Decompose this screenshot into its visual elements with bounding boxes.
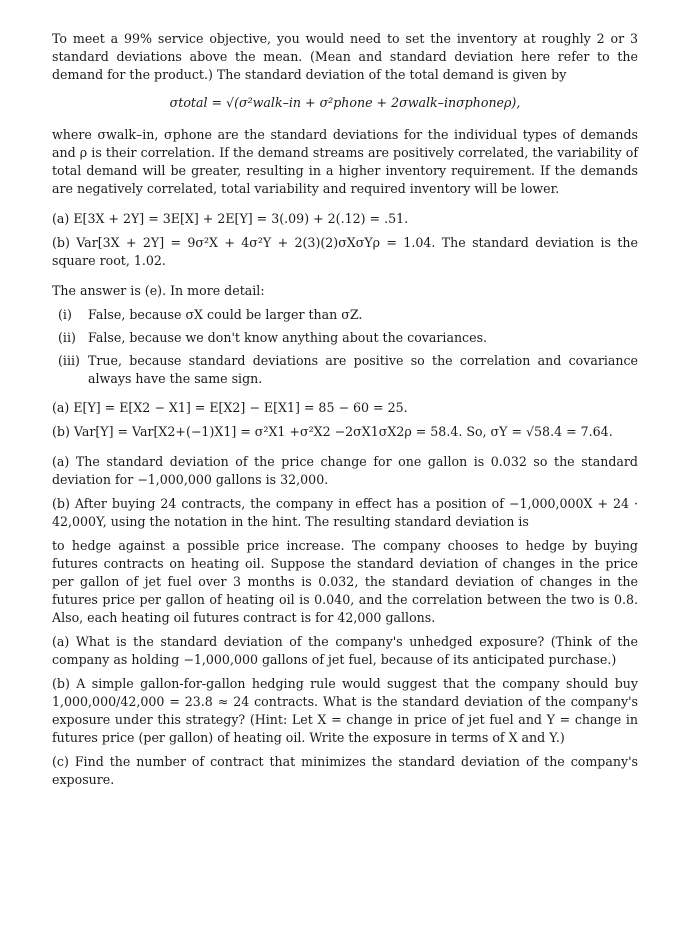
answer-item bbox=[52, 352, 638, 388]
answer-item-number: (i) bbox=[58, 307, 72, 322]
correlation-explanation: where σwalk–in, σphone are the standard deviations for the individual types of demands and ρ is their correlation. If the demand streams are positively correlated, the variability of total demand will be greater, resulting in a higher inventory requirement. If the demands are negatively correlated, total variability and required inventory will be lower. bbox=[52, 127, 638, 196]
problem-body: to hedge against a possible price increase. The company chooses to hedge by buying futures contracts on heating oil. Suppose the standard deviation of changes in the price per gallon of jet fuel over 3 months is 0.032, the standard deviation of changes in the futures price per gallon of heating oil is 0.040, and the correlation between the two is 0.8. Also, each heating oil futures contract is for 42,000 gallons. bbox=[52, 538, 638, 625]
answer-item bbox=[52, 306, 638, 324]
part3-a: (a) The standard deviation of the price change for one gallon is 0.032 so the standard deviation for −1,000,000 gallons is 32,000. bbox=[52, 454, 638, 487]
part1-a: (a) E[3X + 2Y] = 3E[X] + 2E[Y] = 3(.09) + 2(.12) = .51. bbox=[52, 211, 409, 226]
answer-item-number: (ii) bbox=[58, 330, 76, 345]
answer-item bbox=[52, 329, 638, 347]
answer-item-text: True, because standard deviations are positive so the correlation and covariance always have the same sign. bbox=[88, 353, 638, 386]
answer-item-text: False, because we don't know anything about the covariances. bbox=[88, 330, 488, 345]
total-sd-equation: σtotal = √(σ²walk–in + σ²phone + 2σwalk–inσphoneρ), bbox=[169, 95, 521, 110]
answer-item-text: False, because σX could be larger than σZ. bbox=[88, 307, 363, 322]
problem-b: (b) A simple gallon-for-gallon hedging rule would suggest that the company should buy 1,000,000/42,000 = 23.8 ≈ 24 contracts. What is the standard deviation of the company's exposure under this strategy? (Hint: Let X = change in price of jet fuel and Y = change in futures price (per gallon) of heating oil. Write the exposure in terms of X and Y.) bbox=[52, 676, 638, 745]
document-page bbox=[52, 30, 638, 795]
part3-b: (b) After buying 24 contracts, the company in effect has a position of −1,000,000X + 24 · 42,000Y, using the notation in the hint. The resulting standard deviation is bbox=[52, 496, 638, 529]
answer-lead: The answer is (e). In more detail: bbox=[52, 283, 265, 298]
part2-b: (b) Var[Y] = Var[X2+(−1)X1] = σ²X1 +σ²X2 −2σX1σX2ρ = 58.4. So, σY = √58.4 = 7.64. bbox=[52, 424, 613, 439]
part2-a: (a) E[Y] = E[X2 − X1] = E[X2] − E[X1] = 85 − 60 = 25. bbox=[52, 400, 408, 415]
problem-c: (c) Find the number of contract that minimizes the standard deviation of the company's exposure. bbox=[52, 754, 638, 787]
intro-paragraph: To meet a 99% service objective, you would need to set the inventory at roughly 2 or 3 standard deviations above the mean. (Mean and standard deviation here refer to the demand for the product.) The standard deviation of the total demand is given by bbox=[52, 31, 638, 82]
answer-item-number: (iii) bbox=[58, 353, 80, 368]
problem-a: (a) What is the standard deviation of the company's unhedged exposure? (Think of the company as holding −1,000,000 gallons of jet fuel, because of its anticipated purchase.) bbox=[52, 634, 638, 667]
part1-b: (b) Var[3X + 2Y] = 9σ²X + 4σ²Y + 2(3)(2)σXσYρ = 1.04. The standard deviation is the square root, 1.02. bbox=[52, 235, 638, 268]
